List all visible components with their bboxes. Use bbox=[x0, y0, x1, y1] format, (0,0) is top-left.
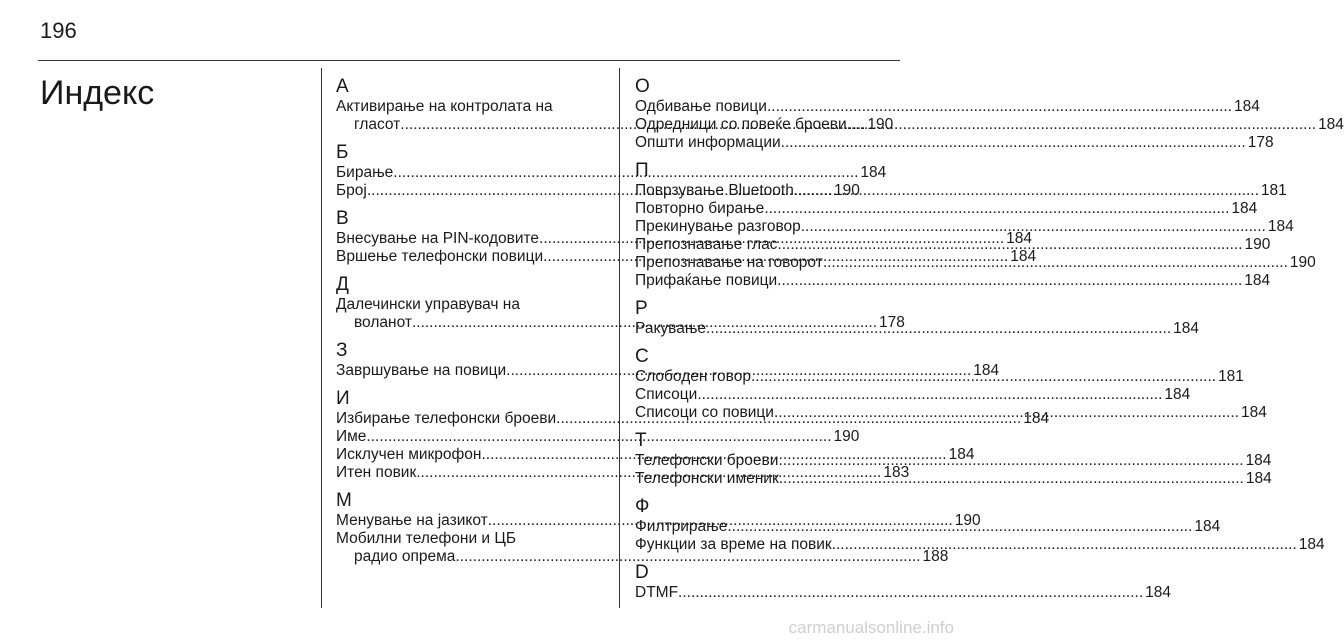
entry-page: 184 bbox=[1006, 230, 1033, 247]
page-number: 196 bbox=[40, 18, 77, 43]
entry-label: Име bbox=[336, 428, 367, 445]
header-rule bbox=[38, 60, 900, 61]
index-section bbox=[635, 430, 1272, 488]
section-letter: Б bbox=[336, 142, 349, 163]
entry-page: 184 bbox=[1318, 116, 1344, 133]
section-letter: Ф bbox=[635, 496, 650, 517]
index-entry bbox=[635, 272, 1271, 290]
entry-page: 184 bbox=[1267, 218, 1294, 235]
leader-dots bbox=[781, 134, 1246, 152]
entry-label-continued: гласот bbox=[354, 116, 401, 133]
leader-dots bbox=[851, 116, 1316, 134]
section-letter: В bbox=[336, 208, 349, 229]
index-entry bbox=[336, 428, 860, 446]
entry-label: Повторно бирање bbox=[635, 200, 765, 217]
leader-dots bbox=[706, 320, 1171, 338]
entry-page: 190 bbox=[954, 512, 981, 529]
index-entry bbox=[635, 404, 1267, 422]
index-entry bbox=[635, 218, 1294, 236]
entry-label: Функции за време на повик bbox=[635, 536, 832, 553]
entry-page: 178 bbox=[879, 314, 905, 331]
entry-label: Внесување на PIN-кодовите bbox=[336, 230, 540, 247]
section-letter: М bbox=[336, 490, 352, 511]
entry-label: Списоци со повици bbox=[635, 404, 774, 421]
entry-page: 190 bbox=[833, 182, 860, 199]
entry-page: 184 bbox=[1298, 536, 1325, 553]
section-letter: Т bbox=[635, 430, 647, 451]
index-section bbox=[635, 346, 1267, 422]
entry-page: 184 bbox=[1173, 320, 1200, 337]
entry-label: Активирање на контролата на bbox=[336, 98, 553, 115]
index-entry bbox=[635, 386, 1191, 404]
index-entry bbox=[635, 320, 1200, 338]
index-entry bbox=[635, 452, 1272, 470]
page-title: Индекс bbox=[40, 74, 155, 112]
section-letter: И bbox=[336, 388, 350, 409]
entry-label: Завршување на повици bbox=[336, 362, 507, 379]
entry-label: Менување на јазикот bbox=[336, 512, 488, 529]
leader-dots bbox=[751, 368, 1216, 386]
entry-label: Далечински управувач на bbox=[336, 296, 520, 313]
section-letter: З bbox=[336, 340, 348, 361]
index-section bbox=[635, 160, 1316, 290]
leader-dots bbox=[801, 218, 1266, 236]
entry-page: 184 bbox=[1145, 584, 1172, 601]
column-divider bbox=[321, 68, 322, 608]
entry-page: 178 bbox=[1247, 134, 1274, 151]
leader-dots bbox=[764, 200, 1229, 218]
leader-dots bbox=[777, 236, 1242, 254]
entry-label: Прекинување разговор bbox=[635, 218, 801, 235]
entry-label-continued: воланот bbox=[354, 314, 412, 331]
entry-page: 184 bbox=[1234, 98, 1260, 115]
entry-label: Прифаќање повици bbox=[635, 272, 778, 289]
entry-page: 190 bbox=[1289, 254, 1316, 271]
index-section bbox=[635, 298, 1200, 338]
index-section bbox=[635, 76, 1344, 152]
entry-page: 190 bbox=[867, 116, 894, 133]
entry-label: Препознавање глас bbox=[635, 236, 778, 253]
entry-page: 184 bbox=[1010, 248, 1037, 265]
index-entry bbox=[635, 584, 1172, 602]
entry-label: Исклучен микрофон bbox=[336, 446, 482, 463]
entry-page: 184 bbox=[1231, 200, 1258, 217]
entry-label: DTMF bbox=[635, 584, 679, 601]
entry-label: Препознавање на говорот bbox=[635, 254, 823, 271]
entry-page: 190 bbox=[833, 428, 860, 445]
section-letter: П bbox=[635, 160, 649, 181]
leader-dots bbox=[794, 182, 1259, 200]
entry-label: Општи информации bbox=[635, 134, 781, 151]
leader-dots bbox=[767, 98, 1232, 116]
entry-label-continued: радио опрема bbox=[354, 548, 456, 565]
leader-dots bbox=[779, 470, 1244, 488]
entry-label: Итен повик bbox=[336, 464, 417, 481]
leader-dots bbox=[832, 536, 1297, 554]
index-entry bbox=[635, 98, 1260, 116]
entry-page: 184 bbox=[948, 446, 975, 463]
watermark: carmanualsonline.info bbox=[788, 618, 954, 637]
index-entry bbox=[336, 164, 887, 182]
entry-label: Списоци bbox=[635, 386, 698, 403]
entry-label: Мобилни телефони и ЦБ bbox=[336, 530, 517, 547]
leader-dots bbox=[777, 272, 1242, 290]
entry-label: Вршење телефонски повици bbox=[336, 248, 544, 265]
section-letter: С bbox=[635, 346, 649, 367]
entry-page: 183 bbox=[883, 464, 910, 481]
entry-label: Телефонски броеви bbox=[635, 452, 779, 469]
leader-dots bbox=[778, 452, 1243, 470]
entry-label: Поврзување Bluetooth bbox=[635, 182, 794, 199]
entry-page: 188 bbox=[922, 548, 949, 565]
entry-page: 184 bbox=[860, 164, 887, 181]
entry-label: Одредници со повеќе броеви. bbox=[635, 116, 851, 133]
entry-page: 184 bbox=[1023, 410, 1050, 427]
section-letter: О bbox=[635, 76, 650, 97]
entry-label: Ракување bbox=[635, 320, 707, 337]
entry-label: Филтрирање bbox=[635, 518, 728, 535]
section-letter: А bbox=[336, 76, 349, 97]
entry-page: 184 bbox=[1245, 452, 1272, 469]
entry-label: Телефонски именик bbox=[635, 470, 779, 487]
entry-page: 184 bbox=[973, 362, 1000, 379]
entry-label: Број bbox=[336, 182, 367, 199]
leader-dots bbox=[697, 386, 1162, 404]
entry-page: 184 bbox=[1164, 386, 1191, 403]
entry-page: 184 bbox=[1244, 272, 1271, 289]
index-entry bbox=[635, 182, 1287, 200]
entry-label: Одбивање повици bbox=[635, 98, 767, 115]
entry-label: Бирање bbox=[336, 164, 394, 181]
section-letter: D bbox=[635, 562, 649, 583]
index-entry bbox=[635, 200, 1258, 218]
index-entry bbox=[635, 116, 1344, 134]
entry-page: 184 bbox=[1194, 518, 1221, 535]
leader-dots bbox=[678, 584, 1143, 602]
entry-label: Избирање телефонски броеви bbox=[336, 410, 557, 427]
section-letter: Р bbox=[635, 298, 648, 319]
index-section bbox=[635, 562, 1172, 602]
entry-page: 184 bbox=[1241, 404, 1267, 421]
index-entry bbox=[635, 536, 1325, 554]
leader-dots bbox=[727, 518, 1192, 536]
entry-label: Слободен говор bbox=[635, 368, 751, 385]
leader-dots bbox=[823, 254, 1288, 272]
index-entry bbox=[635, 134, 1274, 152]
section-letter: Д bbox=[336, 274, 349, 295]
entry-page: 181 bbox=[1260, 182, 1287, 199]
entry-page: 184 bbox=[1245, 470, 1272, 487]
leader-dots bbox=[774, 404, 1239, 422]
entry-page: 181 bbox=[1218, 368, 1244, 385]
entry-page: 190 bbox=[1244, 236, 1271, 253]
